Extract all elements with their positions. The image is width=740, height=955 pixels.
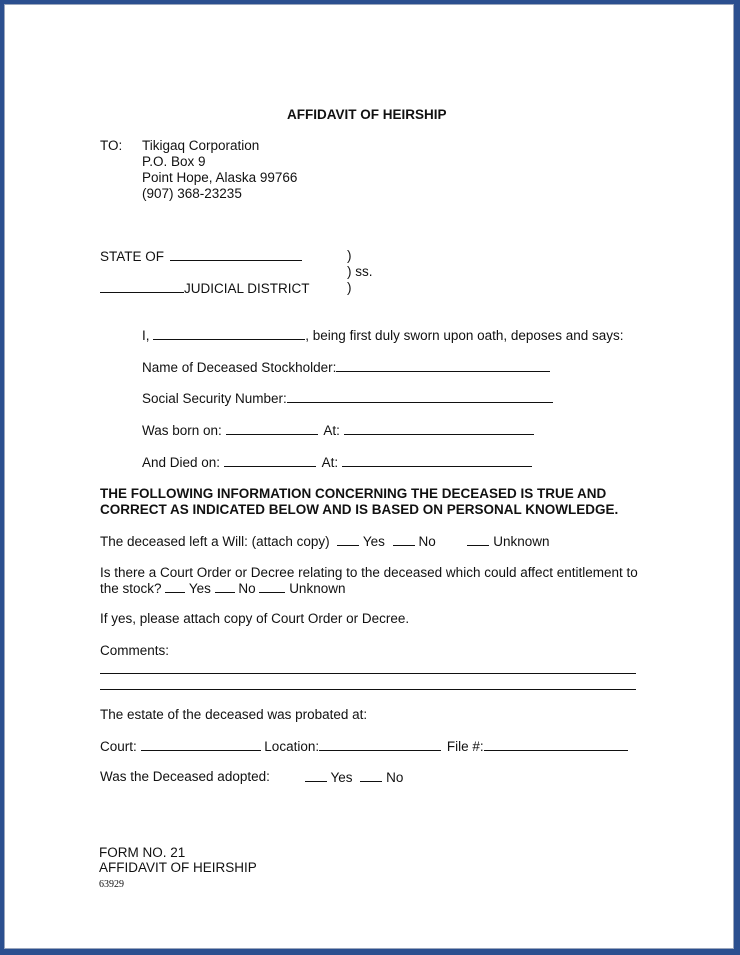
address-line-4: (907) 368-23235 — [142, 186, 242, 201]
died-label: And Died on: — [142, 455, 221, 470]
ssn-field[interactable] — [287, 390, 553, 403]
paren-top: ) — [347, 248, 352, 263]
location-field[interactable] — [319, 738, 441, 751]
adopted-no-label: No — [386, 770, 404, 785]
state-of-label: STATE OF — [100, 249, 164, 264]
court-order-prefix: the stock? — [100, 581, 162, 596]
address-line-1: Tikigaq Corporation — [142, 138, 260, 153]
born-line — [142, 422, 534, 439]
address-line-3: Point Hope, Alaska 99766 — [142, 170, 298, 185]
died-line — [142, 454, 532, 471]
oath-suffix: , being first duly sworn upon oath, deposes and says: — [305, 328, 624, 343]
court-order-unknown-blank[interactable] — [259, 580, 285, 593]
comments-label: Comments: — [100, 643, 170, 658]
died-date-field[interactable] — [224, 454, 316, 467]
to-label: TO: — [100, 138, 123, 153]
died-place-field[interactable] — [342, 454, 532, 467]
adopted-no-blank[interactable] — [360, 769, 382, 782]
form-number: FORM NO. 21 — [99, 845, 186, 860]
attach-note: If yes, please attach copy of Court Order or Decree. — [100, 611, 410, 626]
court-order-no-blank[interactable] — [215, 580, 235, 593]
district-field[interactable] — [100, 280, 184, 293]
will-yes-blank[interactable] — [337, 533, 359, 546]
judicial-district-line — [100, 280, 310, 297]
comments-line-1[interactable] — [100, 673, 636, 674]
will-no-label: No — [418, 534, 436, 549]
probate-details-line — [100, 738, 628, 755]
adopted-yes-label: Yes — [330, 770, 353, 785]
deceased-name-field[interactable] — [336, 359, 550, 372]
court-order-line-2 — [100, 580, 345, 597]
address-line-2: P.O. Box 9 — [142, 154, 206, 169]
document-page — [4, 4, 734, 949]
paren-ss: ) ss. — [347, 264, 373, 279]
oath-prefix: I, — [142, 328, 150, 343]
judicial-district-label: JUDICIAL DISTRICT — [184, 281, 310, 296]
court-order-yes-blank[interactable] — [165, 580, 185, 593]
form-name: AFFIDAVIT OF HEIRSHIP — [99, 860, 257, 875]
form-title: AFFIDAVIT OF HEIRSHIP — [287, 107, 447, 122]
adopted-label: Was the Deceased adopted: — [100, 769, 270, 784]
form-code: 63929 — [99, 879, 124, 890]
location-label: Location: — [264, 739, 320, 754]
will-unknown-blank[interactable] — [467, 533, 489, 546]
will-no-blank[interactable] — [393, 533, 415, 546]
will-yes-label: Yes — [362, 534, 385, 549]
will-line — [100, 533, 550, 550]
adopted-yes-blank[interactable] — [305, 769, 327, 782]
court-order-unknown-label: Unknown — [289, 581, 346, 596]
file-number-field[interactable] — [484, 738, 628, 751]
affiant-name-field[interactable] — [153, 327, 305, 340]
deceased-name-line — [142, 359, 550, 376]
born-place-field[interactable] — [344, 422, 534, 435]
paren-bottom: ) — [347, 280, 352, 295]
born-at-label: At: — [323, 423, 340, 438]
will-label: The deceased left a Will: (attach copy) — [100, 534, 330, 549]
died-at-label: At: — [321, 455, 339, 470]
probated-label: The estate of the deceased was probated at: — [100, 707, 368, 722]
court-label: Court: — [100, 739, 137, 754]
court-field[interactable] — [141, 738, 261, 751]
ssn-label: Social Security Number: — [142, 391, 287, 406]
comments-line-2[interactable] — [100, 689, 636, 690]
born-label: Was born on: — [142, 423, 222, 438]
ssn-line — [142, 390, 553, 407]
will-unknown-label: Unknown — [493, 534, 550, 549]
court-order-no-label: No — [238, 581, 256, 596]
born-date-field[interactable] — [226, 422, 318, 435]
file-number-label: File #: — [446, 739, 484, 754]
state-field[interactable] — [170, 248, 302, 261]
court-order-line-1: Is there a Court Order or Decree relating to the deceased which could affect entitlement to — [100, 565, 638, 580]
state-of-line — [100, 248, 302, 265]
adopted-options — [305, 769, 403, 786]
oath-line — [142, 327, 623, 344]
statement-line-1: THE FOLLOWING INFORMATION CONCERNING THE DECEASED IS TRUE AND — [100, 486, 607, 501]
court-order-yes-label: Yes — [188, 581, 211, 596]
statement-line-2: CORRECT AS INDICATED BELOW AND IS BASED ON PERSONAL KNOWLEDGE. — [100, 502, 619, 517]
deceased-name-label: Name of Deceased Stockholder: — [142, 360, 337, 375]
